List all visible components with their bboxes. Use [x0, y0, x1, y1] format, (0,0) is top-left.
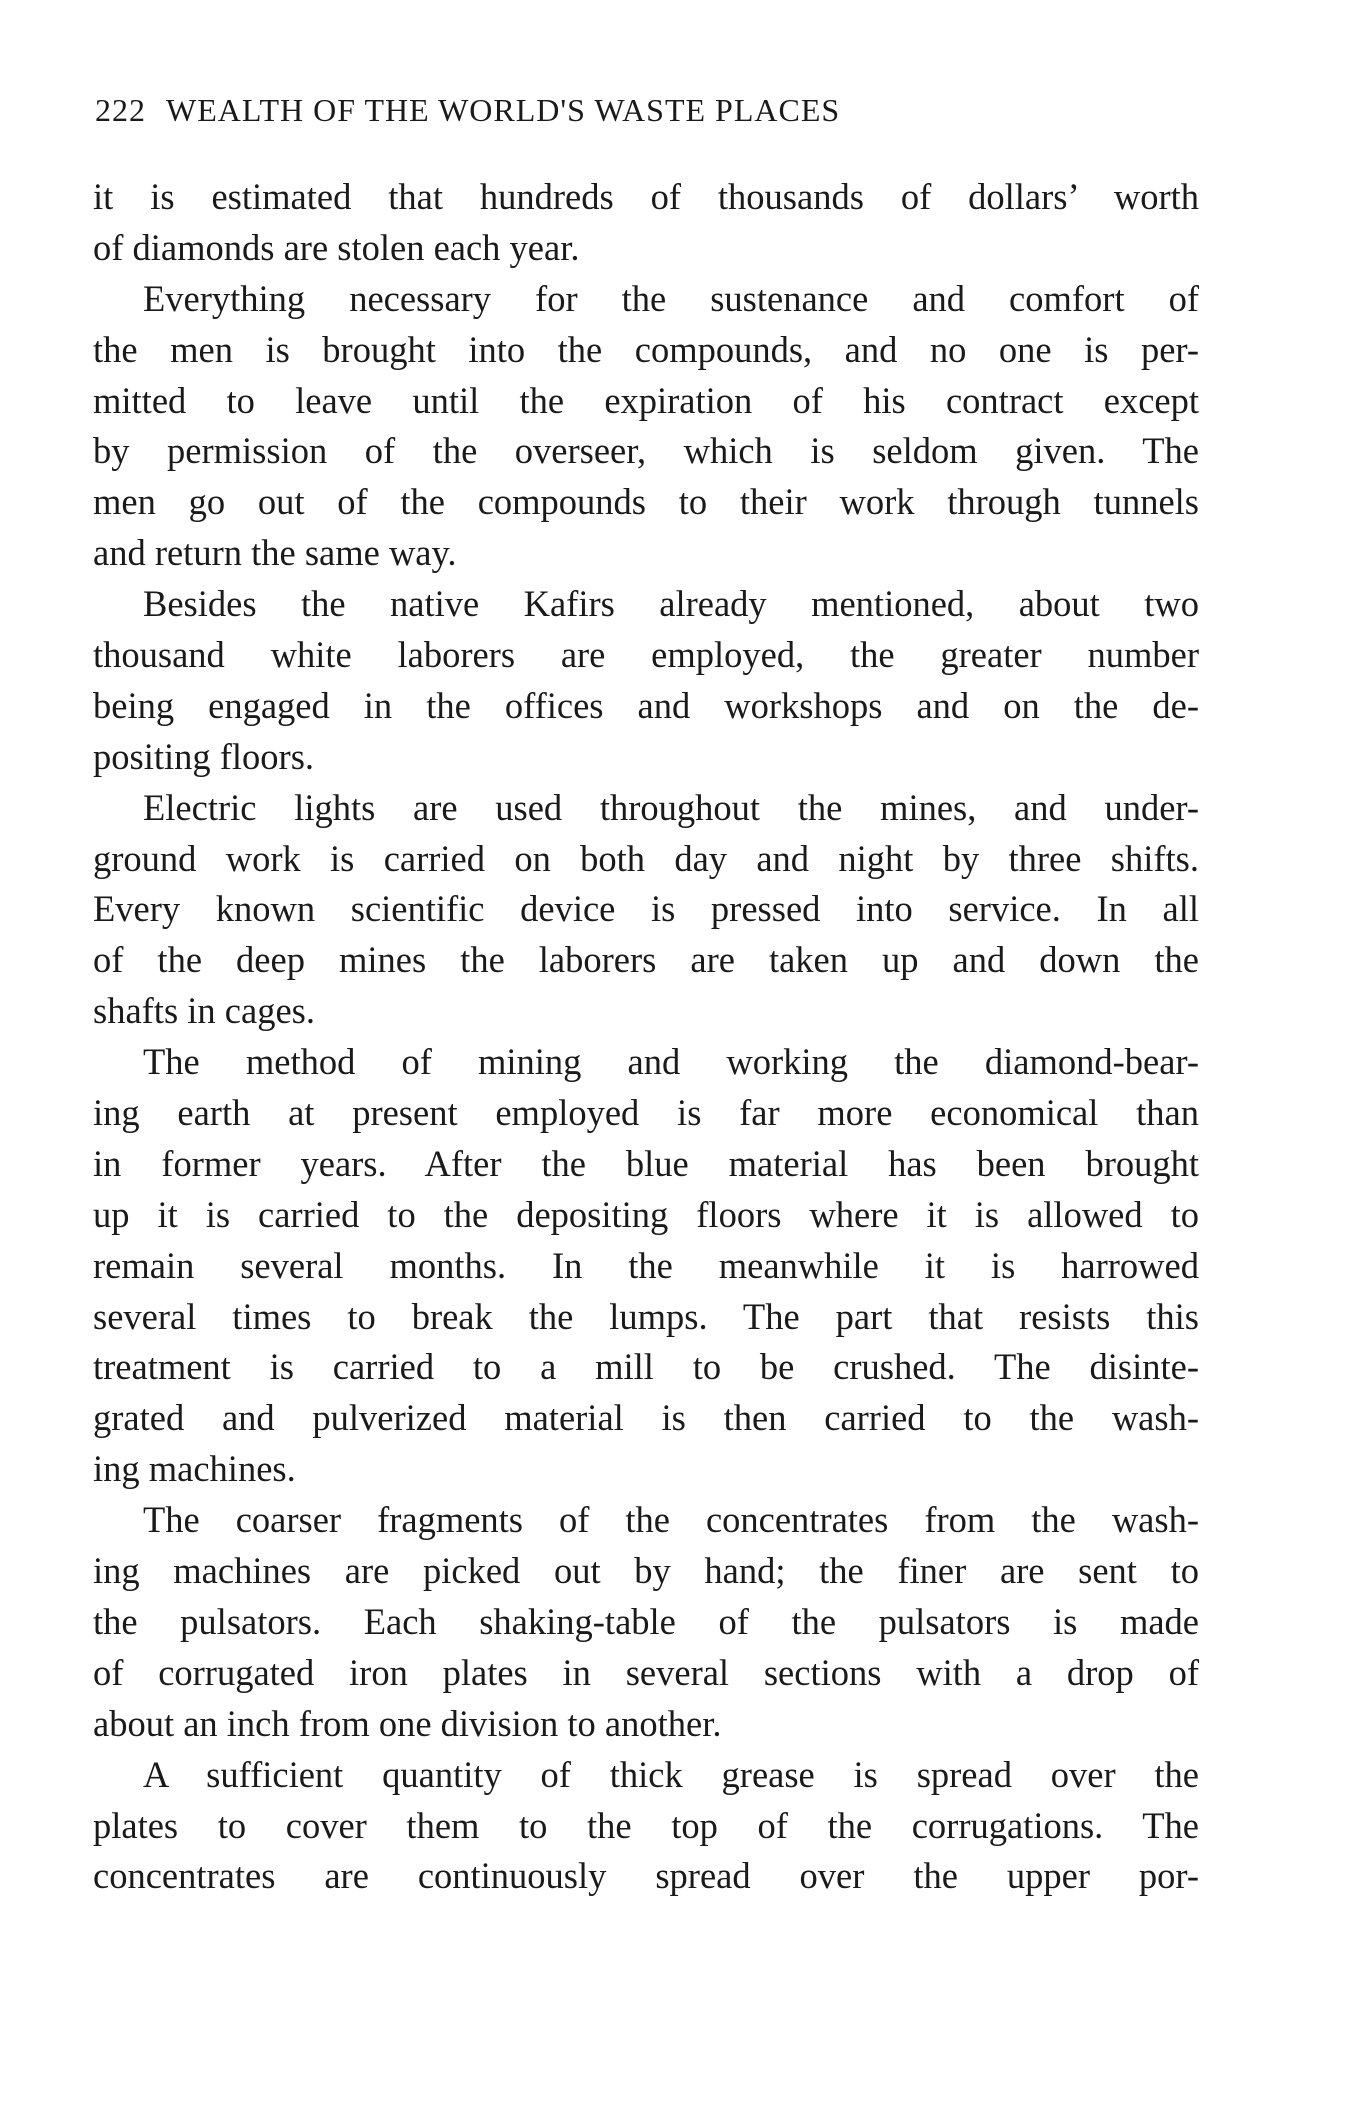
paragraph — [93, 579, 1199, 783]
text-line: of diamonds are stolen each year. — [93, 226, 580, 268]
text-line: being engaged in the offices and workshops and on the de- — [93, 684, 1199, 726]
text-line: ing earth at present employed is far more economical than — [93, 1092, 1199, 1134]
text-line: and return the same way. — [93, 532, 457, 574]
text-line: about an inch from one division to another. — [93, 1702, 722, 1744]
text-line: treatment is carried to a mill to be crushed. The disinte- — [93, 1346, 1199, 1388]
text-line: Electric lights are used throughout the mines, and under- — [143, 786, 1199, 828]
paragraph — [93, 1495, 1199, 1749]
text-line: ing machines are picked out by hand; the finer are sent to — [93, 1550, 1199, 1592]
text-line: up it is carried to the depositing floors where it is allowed to — [93, 1193, 1199, 1235]
text-line: Everything necessary for the sustenance and comfort of — [143, 277, 1199, 319]
paragraph — [93, 274, 1199, 579]
paragraph — [93, 783, 1199, 1037]
text-line: plates to cover them to the top of the corrugations. The — [93, 1804, 1199, 1846]
running-header — [95, 92, 1205, 129]
paragraph — [93, 172, 1199, 274]
text-line: grated and pulverized material is then carried to the wash- — [93, 1397, 1199, 1439]
text-line: of the deep mines the laborers are taken up and down the — [93, 939, 1199, 981]
paragraph — [93, 1750, 1199, 1903]
page-body — [93, 172, 1199, 1902]
text-line: thousand white laborers are employed, the greater number — [93, 634, 1199, 676]
text-line: in former years. After the blue material has been brought — [93, 1142, 1199, 1184]
paragraph — [93, 1037, 1199, 1495]
text-line: shafts in cages. — [93, 990, 315, 1032]
text-line: mitted to leave until the expiration of his contract except — [93, 379, 1199, 421]
text-line: The method of mining and working the diamond-bear- — [143, 1041, 1199, 1083]
page-number: 222 — [95, 92, 146, 128]
text-line: of corrugated iron plates in several sections with a drop of — [93, 1651, 1199, 1693]
text-line: remain several months. In the meanwhile it is harrowed — [93, 1244, 1199, 1286]
text-line: ing machines. — [93, 1448, 296, 1490]
text-line: men go out of the compounds to their work through tunnels — [93, 481, 1199, 523]
text-line: Every known scientific device is pressed into service. In all — [93, 888, 1199, 930]
text-line: A sufficient quantity of thick grease is spread over the — [143, 1753, 1199, 1795]
text-line: the pulsators. Each shaking-table of the pulsators is made — [93, 1600, 1199, 1642]
text-line: by permission of the overseer, which is seldom given. The — [93, 430, 1199, 472]
text-line: concentrates are continuously spread over the upper por- — [93, 1855, 1199, 1897]
text-line: ground work is carried on both day and night by three shifts. — [93, 837, 1199, 879]
text-line: The coarser fragments of the concentrates from the wash- — [143, 1499, 1199, 1541]
book-title: WEALTH OF THE WORLD'S WASTE PLACES — [166, 92, 841, 128]
text-line: positing floors. — [93, 735, 315, 777]
text-line: it is estimated that hundreds of thousands of dollars’ worth — [93, 176, 1199, 217]
text-line: the men is brought into the compounds, and no one is per- — [93, 328, 1199, 370]
text-line: Besides the native Kafirs already mentioned, about two — [143, 583, 1199, 625]
text-line: several times to break the lumps. The part that resists this — [93, 1295, 1199, 1337]
